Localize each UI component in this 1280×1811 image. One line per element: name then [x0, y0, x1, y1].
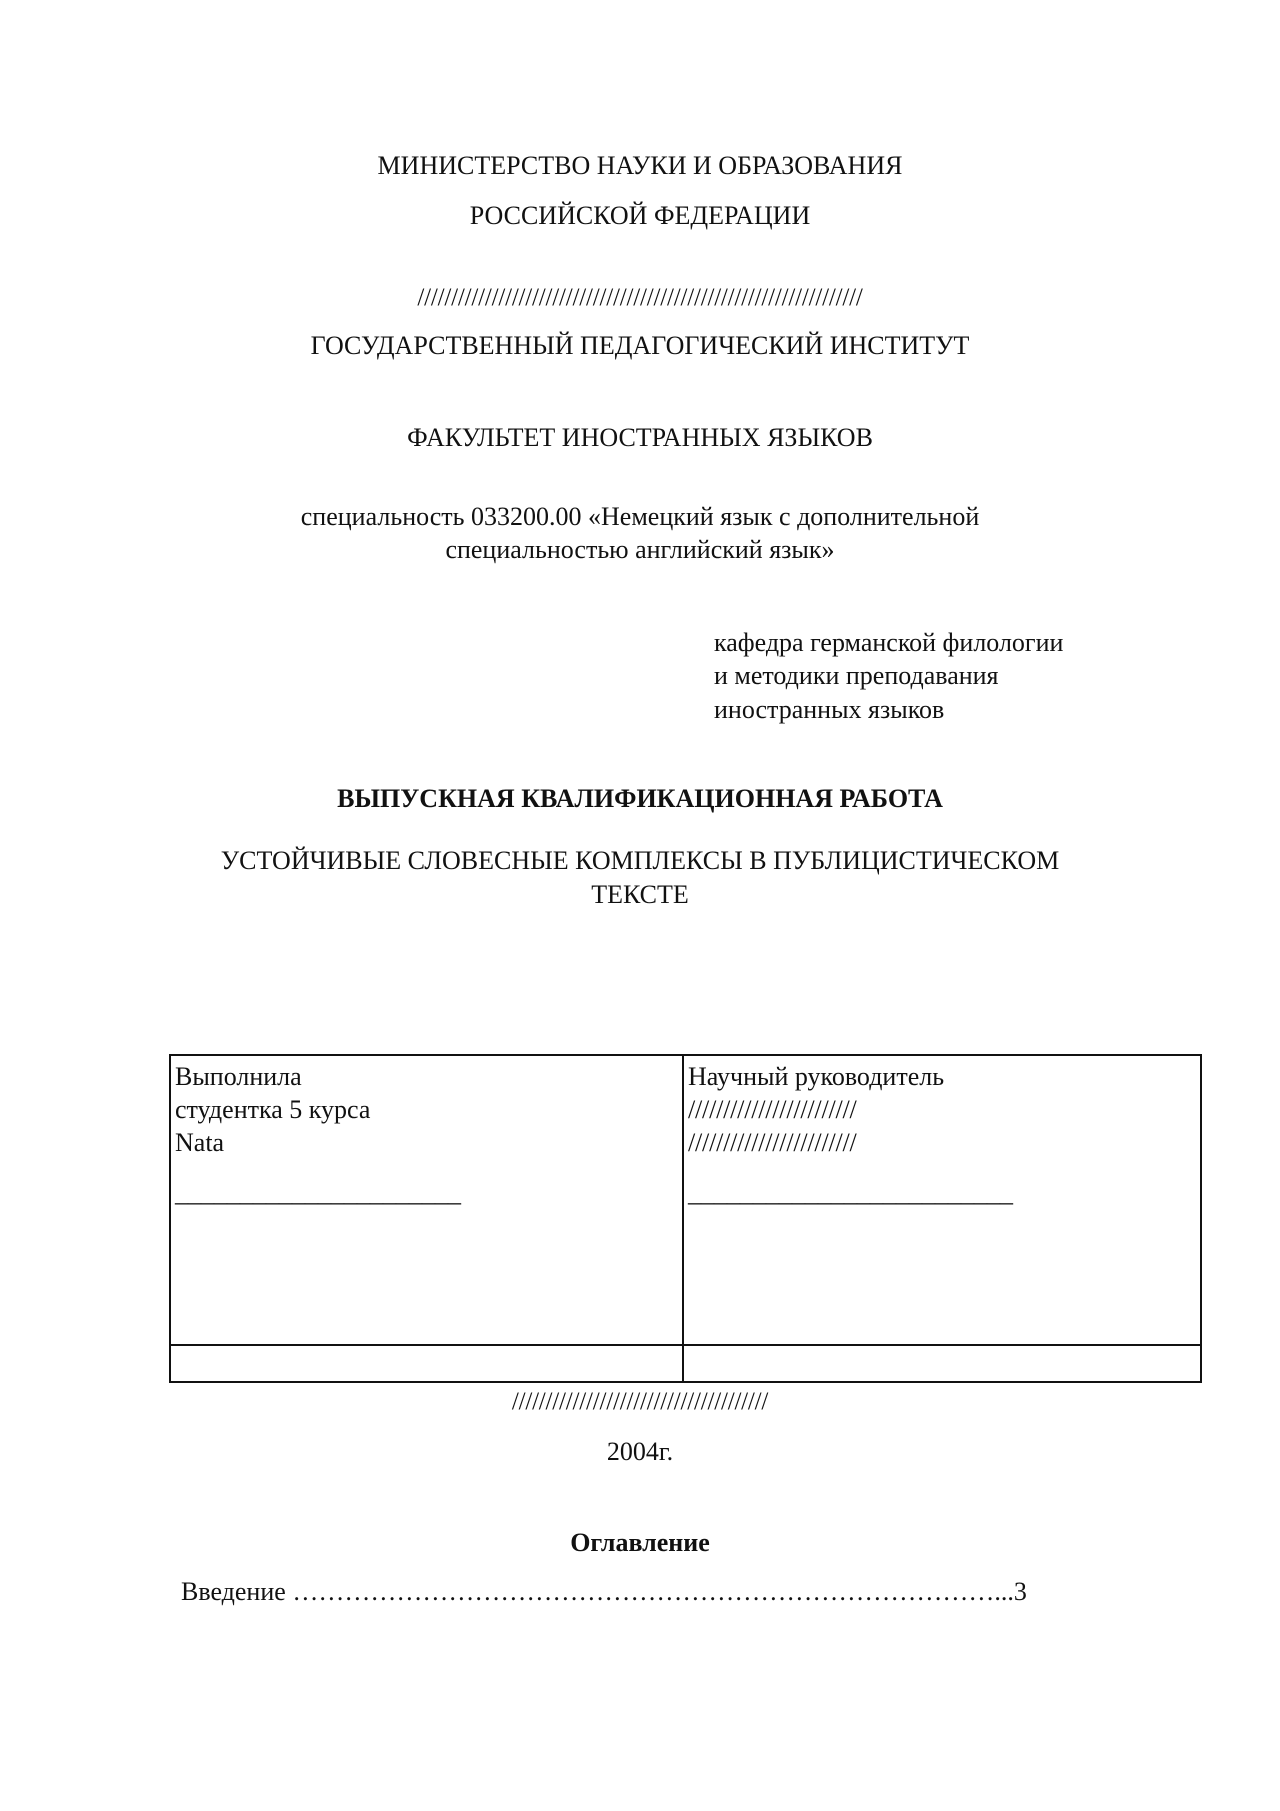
ministry-line-2: РОССИЙСКОЙ ФЕДЕРАЦИИ — [469, 201, 811, 230]
work-type-heading: ВЫПУСКНАЯ КВАЛИФИКАЦИОННАЯ РАБОТА — [337, 784, 943, 813]
toc-entry-page: 3 — [1013, 1577, 1027, 1606]
toc-entry — [181, 1577, 1027, 1607]
table-empty-cell-right — [684, 1346, 1200, 1381]
student-cell — [171, 1056, 684, 1346]
student-signature-line: ______________________ — [175, 1178, 461, 1207]
department-line-3: иностранных языков — [714, 695, 945, 724]
work-title-line-2: ТЕКСТЕ — [591, 880, 689, 909]
student-label: Выполнила — [175, 1062, 302, 1091]
faculty-name: ФАКУЛЬТЕТ ИНОСТРАННЫХ ЯЗЫКОВ — [407, 423, 873, 452]
table-empty-cell-left — [171, 1346, 684, 1381]
toc-entry-label: Введение — [181, 1577, 286, 1606]
redacted-city-line: ////////////////////////////////////// — [511, 1388, 769, 1415]
year: 2004г. — [606, 1437, 674, 1466]
toc-heading: Оглавление — [570, 1528, 710, 1557]
supervisor-signature-line: _________________________ — [688, 1178, 1013, 1207]
supervisor-cell — [684, 1056, 1200, 1346]
redacted-university-line: ////////////////////////////////////////////////////////////////// — [417, 284, 863, 311]
department-line-1: кафедра германской филологии — [714, 628, 1064, 657]
supervisor-redacted-1: //////////////////////// — [688, 1095, 857, 1124]
ministry-line-1: МИНИСТЕРСТВО НАУКИ И ОБРАЗОВАНИЯ — [377, 151, 903, 180]
institute-name: ГОСУДАРСТВЕННЫЙ ПЕДАГОГИЧЕСКИЙ ИНСТИТУТ — [310, 331, 970, 360]
signature-table — [169, 1054, 1202, 1383]
student-name: Nata — [175, 1128, 225, 1157]
student-course: студентка 5 курса — [175, 1095, 371, 1124]
department-line-2: и методики преподавания — [714, 661, 999, 690]
work-title-line-1: УСТОЙЧИВЫЕ СЛОВЕСНЫЕ КОМПЛЕКСЫ В ПУБЛИЦИСТИЧЕСКОМ — [220, 846, 1060, 875]
specialty-line-2: специальностью английский язык» — [445, 535, 835, 564]
toc-entry-dots: ………………………………………………………………………... — [292, 1577, 1014, 1606]
supervisor-redacted-2: //////////////////////// — [688, 1128, 857, 1157]
specialty-line-1: специальность 033200.00 «Немецкий язык с дополнительной — [300, 502, 980, 531]
supervisor-label: Научный руководитель — [688, 1062, 945, 1091]
